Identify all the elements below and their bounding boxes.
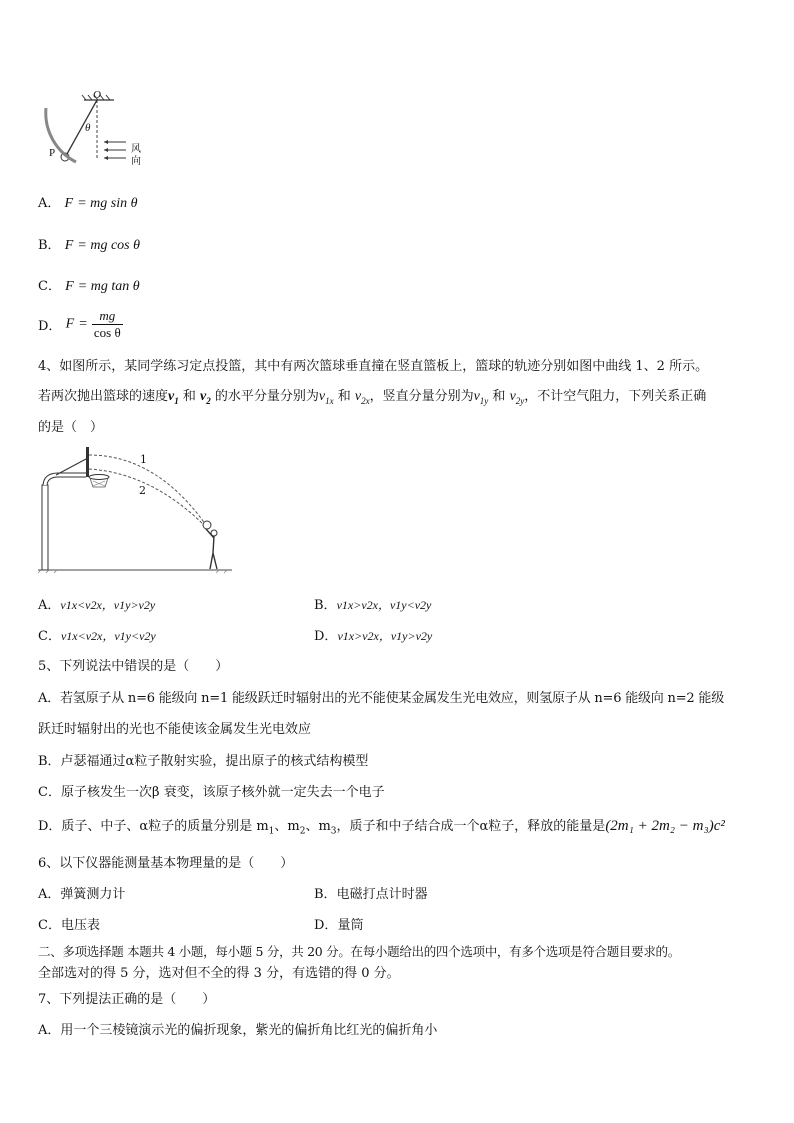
var-v1y: $v_{1y}$: [473, 389, 489, 406]
q5-option-a-line2: 跃迁时辐射出的光也不能使该金属发生光电效应: [38, 722, 312, 737]
fraction-denominator: cos θ: [93, 325, 121, 340]
q6-option-a: A．弹簧测力计: [38, 887, 126, 902]
formula-rhs: = mg sin θ: [77, 196, 138, 211]
curve-label-1: 1: [140, 453, 147, 466]
q5-option-a-line1: A．若氢原子从 n=6 能级向 n=1 能级跃迁时辐射出的光不能使某金属发生光电效应，则氢原子从 n=6 能级向 n=2 能级: [38, 691, 724, 706]
q5-option-b: B．卢瑟福通过α粒子散射实验，提出原子的核式结构模型: [38, 754, 369, 769]
q4-option-c: C．v1x<v2x，v1y<v2y: [38, 629, 156, 644]
q4-text: ，不计空气阻力，下列关系正确: [524, 389, 707, 404]
basketball-figure: [36, 445, 236, 575]
q4-option-a: A．v1x<v2x，v1y>v2y: [38, 598, 156, 613]
q4-option-b: B．v1x>v2x，v1y<v2y: [314, 598, 432, 613]
var-v2: $v_2$: [200, 389, 211, 406]
pendulum-label-o: O: [93, 89, 101, 101]
wind-label-1: 风: [131, 144, 141, 155]
q7-option-a: A．用一个三棱镜演示光的偏折现象，紫光的偏折角比红光的偏折角小: [38, 1023, 438, 1038]
q7-stem: 7、下列提法正确的是（ ）: [38, 992, 216, 1007]
section2-instructions-line1: 二、多项选择题 本题共 4 小题，每小题 5 分，共 20 分。在每小题给出的四个选项中，有多个选项是符合题目要求的。: [38, 944, 680, 959]
q6-option-d: D．量筒: [314, 918, 364, 933]
formula-lhs: F: [65, 279, 74, 294]
q4-text: 和: [333, 389, 355, 404]
q4-stem-line1: 4、如图所示，某同学练习定点投篮，其中有两次篮球垂直撞在竖直篮板上，篮球的轨迹分别如图中曲线 1、2 所示。: [38, 359, 709, 374]
q6-stem: 6、以下仪器能测量基本物理量的是（ ）: [38, 856, 294, 871]
energy-expression: (2m₁ + 2m₂ − m₃)c²: [605, 818, 725, 834]
option-letter: D．: [38, 319, 62, 334]
wind-label-2: 向: [131, 156, 141, 167]
fraction-numerator: mg: [92, 308, 123, 325]
pendulum-label-theta: θ: [85, 122, 91, 134]
q4-text: 若两次抛出篮球的速度: [38, 389, 169, 404]
q3-option-b: [38, 234, 140, 254]
q4-text: 和: [178, 389, 200, 404]
q4-option-d: D．v1x>v2x，v1y>v2y: [314, 629, 433, 644]
formula-rhs: = mg cos θ: [77, 238, 141, 253]
var-v1x: $v_{1x}$: [318, 389, 334, 406]
q5-stem: 5、下列说法中错误的是（ ）: [38, 659, 229, 674]
q3-option-d: D． F = $\frac{mg}{\text{cos θ}}$: [38, 308, 121, 340]
option-letter: C．: [38, 279, 61, 294]
curve-label-2: 2: [139, 484, 146, 497]
option-letter: A．: [38, 196, 61, 211]
q4-stem-line3: 的是（ ）: [38, 420, 104, 435]
formula-lhs: F: [64, 238, 74, 253]
q4-text: 的水平分量分别为: [210, 389, 319, 404]
q3-option-c: [38, 275, 140, 295]
q4-text: ，竖直分量分别为: [369, 389, 474, 404]
fraction: [92, 308, 123, 341]
q6-option-c: C．电压表: [38, 918, 100, 933]
formula-lhs: F: [65, 316, 75, 332]
q3-option-a: [38, 192, 138, 212]
var-v2y: $v_{2y}$: [509, 389, 525, 406]
q4-stem-line2: [38, 385, 706, 406]
section2-instructions-line2: 全部选对的得 5 分，选对但不全的得 3 分，有选错的得 0 分。: [38, 966, 400, 981]
q6-option-b: B．电磁打点计时器: [314, 887, 428, 902]
q4-text: 和: [488, 389, 510, 404]
var-v1: $v_1$: [168, 389, 179, 406]
formula-lhs: F: [64, 196, 74, 211]
option-letter: B．: [38, 238, 61, 253]
formula-rhs: = mg tan θ: [77, 279, 140, 294]
q5-option-c: C．原子核发生一次β 衰变，该原子核外就一定失去一个电子: [38, 785, 385, 800]
pendulum-label-p: P: [49, 147, 56, 159]
var-v2x: $v_{2x}$: [354, 389, 370, 406]
q5-option-d: D．质子、中子、α粒子的质量分别是 $m_1$、$m_2$、$m_3$，质子和中子结合成一个α粒子，释放的能量是(2m₁ + 2m₂ − m₃)c²: [38, 818, 725, 837]
